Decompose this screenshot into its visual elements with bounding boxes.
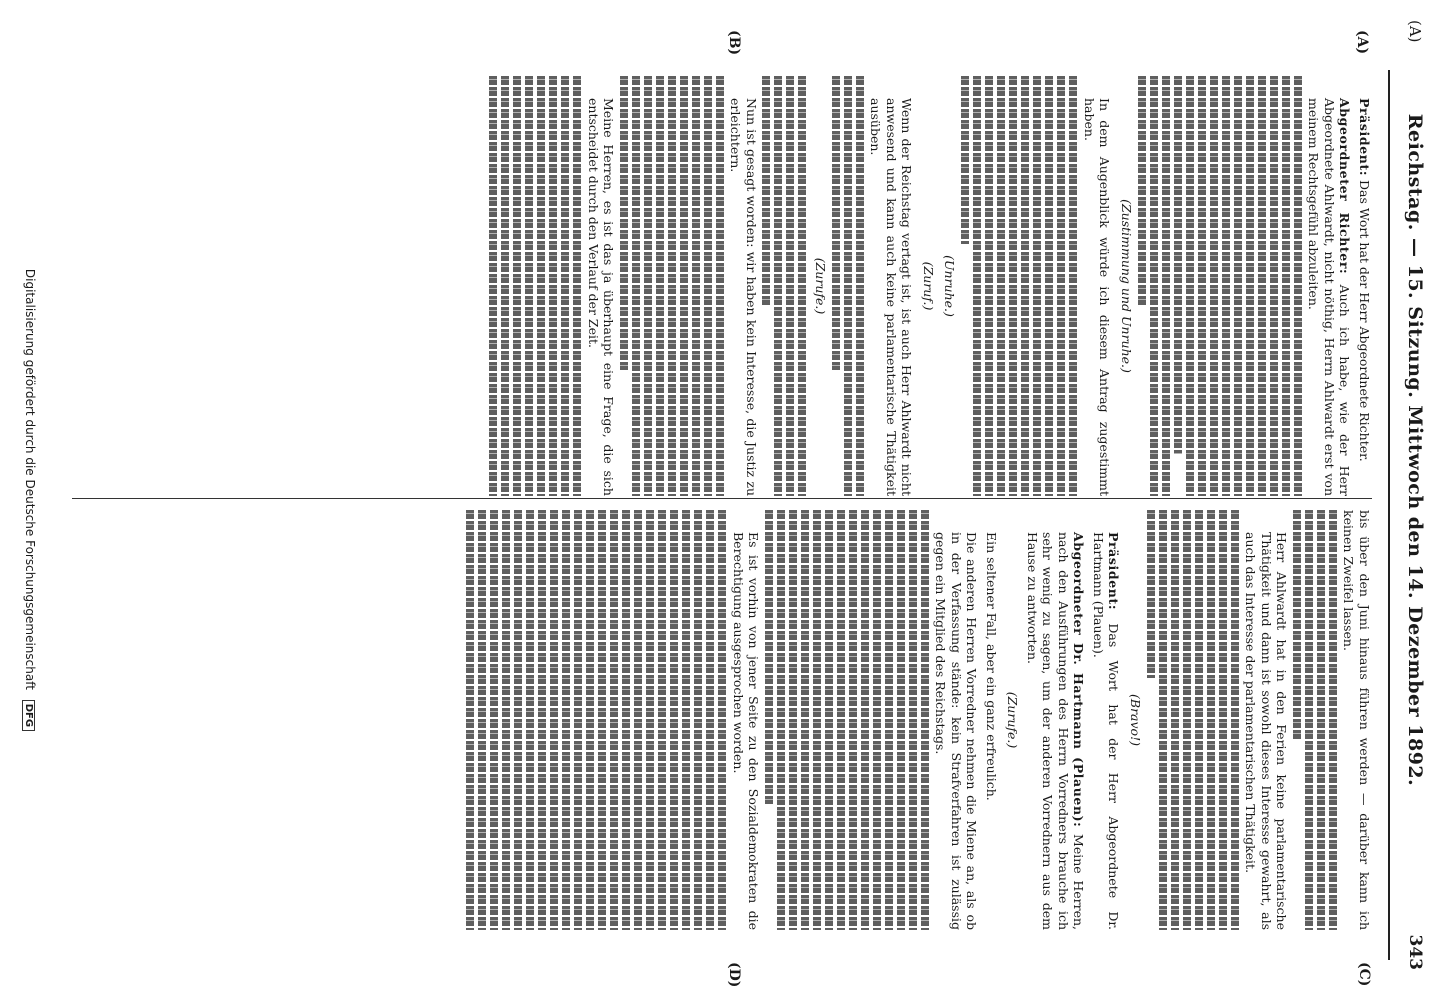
- text-line: [503, 510, 511, 930]
- page-number: 343: [1405, 934, 1425, 970]
- text-line: [1046, 76, 1054, 496]
- text-line: [695, 510, 703, 930]
- text-line: [502, 76, 510, 496]
- paragraph-text: Nun ist gesagt worden: wir haben kein Interesse, die Justiz zu erleichtern.: [728, 98, 759, 496]
- text-line: [1058, 76, 1066, 496]
- margin-marker-b: (B): [726, 30, 742, 56]
- left-column: [72, 76, 1372, 496]
- text-line: [1282, 76, 1290, 496]
- text-line: [683, 510, 691, 930]
- text-line: [1234, 76, 1242, 496]
- text-line: [861, 510, 869, 930]
- text-line: [491, 510, 499, 930]
- text-line: [885, 510, 893, 930]
- text-line: [716, 76, 724, 496]
- speaker-name: Abgeordneter Richter:: [1337, 98, 1353, 275]
- text-line: [1195, 510, 1203, 930]
- header-left-marker: (A): [1406, 20, 1424, 43]
- page-header: [1380, 0, 1424, 1000]
- text-line: [1034, 76, 1042, 496]
- text-line: [719, 510, 727, 930]
- speaker-name: Präsident:: [1106, 532, 1122, 611]
- text-line: [1198, 76, 1206, 496]
- text-line: [632, 76, 640, 496]
- text-line: [813, 510, 821, 930]
- text-line: [763, 76, 771, 307]
- paragraph-text: Die anderen Herren Vorredner nehmen die Miene an, als ob in der Verfassung stände: kein Strafverfahren ist zulässig gegen ein Mitglied des Reichstags.: [933, 532, 980, 930]
- text-line: [551, 510, 559, 930]
- text-line: [623, 510, 631, 930]
- text-line: [647, 510, 655, 930]
- text-line: [1329, 510, 1337, 930]
- text-line: [692, 76, 700, 496]
- text-line: [704, 76, 712, 496]
- text-line: [1270, 76, 1278, 496]
- text-line: [1305, 510, 1313, 930]
- text-line: [1231, 510, 1239, 930]
- text-line: [856, 76, 864, 496]
- text-line: [707, 510, 715, 930]
- text-line: [490, 76, 498, 496]
- text-line: [799, 76, 807, 496]
- stage-direction: (Unruhe.): [942, 255, 958, 317]
- text-line: [1010, 76, 1018, 496]
- text-line: [467, 510, 475, 930]
- paragraph-text: Meine Herren, es ist das ja überhaupt eine Frage, die sich entscheidet durch den Verlauf der Zeit.: [586, 98, 617, 496]
- paragraph-text: Das Wort hat der Herr Abgeordnete Dr. Hartmann (Plauen).: [1091, 532, 1122, 930]
- text-line: [656, 76, 664, 496]
- text-line: [1138, 76, 1146, 307]
- text-line: [599, 510, 607, 930]
- paragraph-text: Meine Herren, nach den Ausführungen des Herrn Vorredners brauche ich sehr wenig zu sagen, um der anderen Vorrednern aus dem Hause zu antworten.: [1025, 532, 1087, 930]
- text-line: [575, 510, 583, 930]
- dfg-logo: DFG: [22, 700, 35, 731]
- text-line: [611, 510, 619, 930]
- paragraph-text: Auch ich habe, wie der Herr Abgeordnete Ahlwardt, nicht nöthig, Herrn Ahlwardt erst von meinem Rechtsgefühl abzuleiten.: [1306, 98, 1353, 496]
- text-line: [1210, 76, 1218, 496]
- text-line: [787, 76, 795, 496]
- text-line: [671, 510, 679, 930]
- text-line: [801, 510, 809, 930]
- text-line: [659, 510, 667, 930]
- text-line: [897, 510, 905, 930]
- text-line: [635, 510, 643, 930]
- text-line: [1174, 76, 1182, 454]
- text-line: [1162, 76, 1170, 496]
- text-line: [998, 76, 1006, 496]
- text-line: [668, 76, 676, 496]
- paragraph-text: In dem Augenblick würde ich diesem Antrag zugestimmt haben.: [1082, 98, 1113, 496]
- paragraph-text: Ein seltener Fall, aber ein ganz erfreulich.: [984, 532, 999, 801]
- speaker-name: Präsident:: [1357, 98, 1372, 177]
- text-line: [921, 510, 929, 930]
- margin-marker-d: (D): [726, 962, 742, 988]
- text-line: [849, 510, 857, 930]
- text-line: [514, 76, 522, 496]
- credit-text: Digitalisierung gefördert durch die Deutsche Forschungsgemeinschaft: [23, 268, 37, 690]
- text-line: [1070, 76, 1078, 496]
- text-line: [986, 76, 994, 496]
- text-line: [1186, 76, 1194, 496]
- text-line: [527, 510, 535, 930]
- stage-direction: (Bravo!): [1128, 694, 1143, 746]
- right-column: [72, 510, 1372, 930]
- text-line: [1150, 76, 1158, 496]
- text-line: [1183, 510, 1191, 930]
- text-line: [587, 510, 595, 930]
- text-line: [680, 76, 688, 496]
- text-line: [873, 510, 881, 930]
- text-line: [515, 510, 523, 930]
- text-line: [1246, 76, 1254, 496]
- text-line: [563, 510, 571, 930]
- speech-paragraph: [1306, 98, 1353, 496]
- text-line: [1293, 510, 1301, 741]
- text-line: [837, 510, 845, 930]
- text-line: [1022, 76, 1030, 496]
- text-line: [479, 510, 487, 930]
- margin-marker-c: (C): [1356, 962, 1372, 987]
- text-line: [775, 76, 783, 496]
- paragraph-text: Herr Ahlwardt hat in den Ferien keine parlamentarische Thätigkeit und dann ist sowohl dieses Interesse gewahrt, als auch das Interesse der parlamentarischen Thätigkeit.: [1243, 532, 1290, 930]
- speech-paragraph: [1357, 98, 1373, 496]
- speech-paragraph: [1025, 532, 1087, 930]
- paragraph-text: bis über den Juni hinaus führen werden — darüber kann ich keinen Zweifel lassen.: [1341, 510, 1372, 930]
- stage-direction: (Zurufe.): [1005, 691, 1021, 749]
- margin-marker-a: (A): [1354, 30, 1370, 55]
- text-line: [765, 510, 773, 804]
- text-line: [620, 76, 628, 370]
- text-line: [526, 76, 534, 496]
- text-line: [644, 76, 652, 496]
- text-line: [909, 510, 917, 930]
- text-line: [1222, 76, 1230, 496]
- text-line: [1294, 76, 1302, 496]
- text-line: [1258, 76, 1266, 496]
- text-line: [962, 76, 970, 244]
- text-line: [1147, 510, 1155, 678]
- paragraph-text: Wenn der Reichstag vertagt ist, ist auch Herr Ahlwardt nicht anwesend und kann auch keine parlamentarische Thätigkeit ausüben.: [868, 98, 915, 496]
- text-line: [832, 76, 840, 370]
- paragraph-text: Es ist vorhin von jener Seite zu den Sozialdemokraten die Berechtigung ausgesprochen worden.: [731, 532, 762, 930]
- text-line: [562, 76, 570, 496]
- text-line: [1207, 510, 1215, 930]
- text-line: [844, 76, 852, 496]
- digitization-credit: [22, 0, 37, 1000]
- text-line: [974, 76, 982, 496]
- text-line: [574, 76, 582, 496]
- stage-direction: (Zuruf.): [921, 261, 936, 311]
- paragraph-text: Das Wort hat der Herr Abgeordnete Richter.: [1357, 180, 1372, 462]
- text-line: [538, 76, 546, 496]
- stage-direction: (Zurufe.): [813, 257, 828, 315]
- text-line: [1159, 510, 1167, 930]
- speech-paragraph: [1091, 532, 1122, 930]
- text-line: [1219, 510, 1227, 930]
- header-rule: [1388, 70, 1390, 960]
- text-line: [789, 510, 797, 930]
- stage-direction: (Zustimmung und Unruhe.): [1119, 199, 1134, 373]
- text-line: [1171, 510, 1179, 930]
- column-divider: [72, 498, 1372, 499]
- text-line: [1317, 510, 1325, 930]
- text-line: [539, 510, 547, 930]
- text-line: [550, 76, 558, 496]
- page-title: Reichstag. — 15. Sitzung. Mittwoch den 14. Dezember 1892.: [1404, 113, 1426, 787]
- speaker-name: Abgeordneter Dr. Hartmann (Plauen):: [1071, 532, 1087, 828]
- text-line: [825, 510, 833, 930]
- text-line: [777, 510, 785, 930]
